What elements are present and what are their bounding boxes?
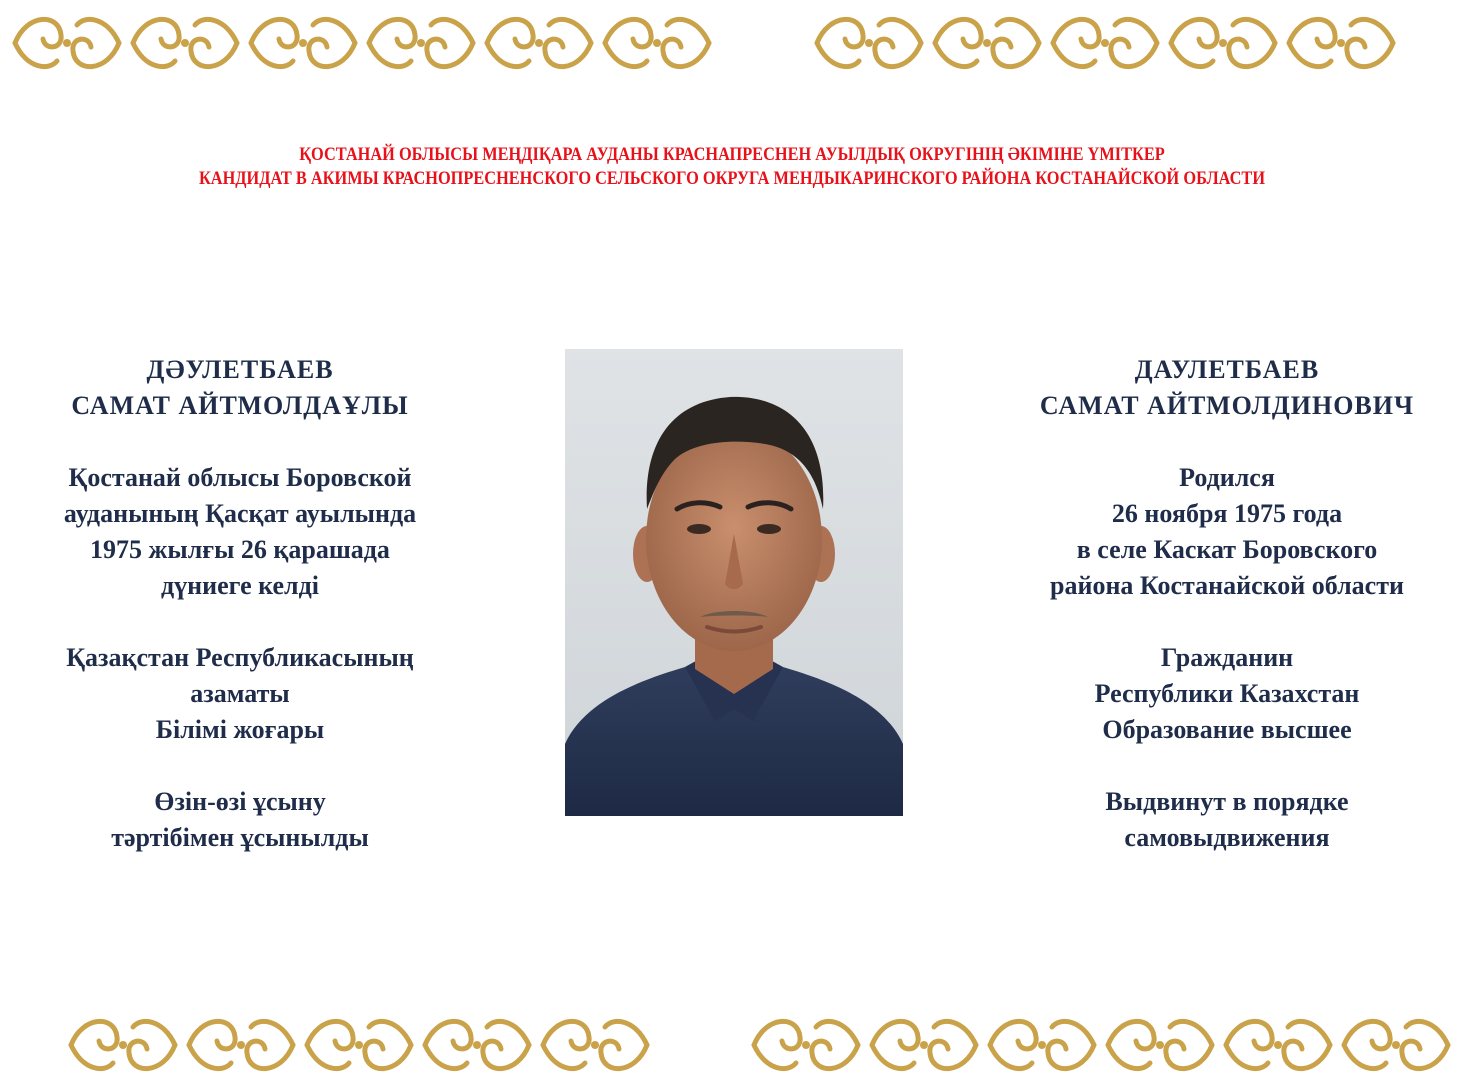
name-line: ДАУЛЕТБАЕВ	[1134, 355, 1320, 384]
ornament-icon	[746, 1010, 1456, 1080]
citizenship-info-ru	[977, 640, 1464, 748]
citizenship-info-kz	[0, 640, 490, 748]
russian-column	[977, 352, 1464, 892]
header-line-ru: КАНДИДАТ В АКИМЫ КРАСНОПРЕСНЕНСКОГО СЕЛЬСКОГО ОКРУГА МЕНДЫКАРИНСКОГО РАЙОНА КОСТАНАЙСКОЙ ОБЛАСТИ	[198, 168, 1266, 189]
portrait-icon	[565, 349, 903, 816]
text-line: Выдвинут в порядке	[1105, 787, 1349, 816]
candidate-name-ru	[977, 352, 1464, 424]
ornament-top-left	[6, 8, 718, 78]
text-line: самовыдвижения	[1124, 823, 1330, 852]
text-line: Қостанай облысы Боровской	[68, 463, 412, 492]
text-line: ауданының Қасқат ауылында	[63, 499, 417, 528]
birth-info-ru	[977, 460, 1464, 604]
nomination-info-kz	[0, 784, 490, 856]
header-line-kz: ҚОСТАНАЙ ОБЛЫСЫ МЕҢДІҚАРА АУДАНЫ КРАСНАПРЕСНЕН АУЫЛДЫҚ ОКРУГІНІҢ ӘКІМІНЕ ҮМІТКЕР	[299, 144, 1165, 165]
ornament-icon	[752, 8, 1458, 78]
candidate-photo	[565, 349, 903, 816]
text-line: в селе Каскат Боровского	[1076, 535, 1378, 564]
text-line: Өзін-өзі ұсыну	[154, 787, 326, 816]
name-line: САМАТ АЙТМОЛДИНОВИЧ	[1039, 391, 1415, 420]
birth-info-kz	[0, 460, 490, 604]
page-header	[102, 143, 1361, 191]
text-line: Қазақстан Республикасының	[66, 643, 414, 672]
text-line: 1975 жылғы 26 қарашада	[90, 535, 390, 564]
ornament-top-right	[752, 8, 1458, 78]
ornament-bottom-left	[6, 1010, 712, 1080]
text-line: тәртібімен ұсынылды	[111, 823, 369, 852]
kazakh-column	[0, 352, 490, 892]
text-line: 26 ноября 1975 года	[1111, 499, 1343, 528]
name-line: ДӘУЛЕТБАЕВ	[146, 355, 334, 384]
text-line: Образование высшее	[1102, 715, 1352, 744]
ornament-icon	[6, 1010, 712, 1080]
name-line: САМАТ АЙТМОЛДАҰЛЫ	[71, 391, 409, 420]
text-line: дүниеге келді	[161, 571, 319, 600]
text-line: района Костанайской области	[1050, 571, 1404, 600]
text-line: Гражданин	[1160, 643, 1294, 672]
text-line: азаматы	[190, 679, 290, 708]
text-line: Республики Казахстан	[1094, 679, 1360, 708]
ornament-bottom-right	[746, 1010, 1456, 1080]
text-line: Родился	[1179, 463, 1275, 492]
text-line: Білімі жоғары	[155, 715, 325, 744]
candidate-name-kz	[0, 352, 490, 424]
ornament-icon	[6, 8, 718, 78]
nomination-info-ru	[977, 784, 1464, 856]
